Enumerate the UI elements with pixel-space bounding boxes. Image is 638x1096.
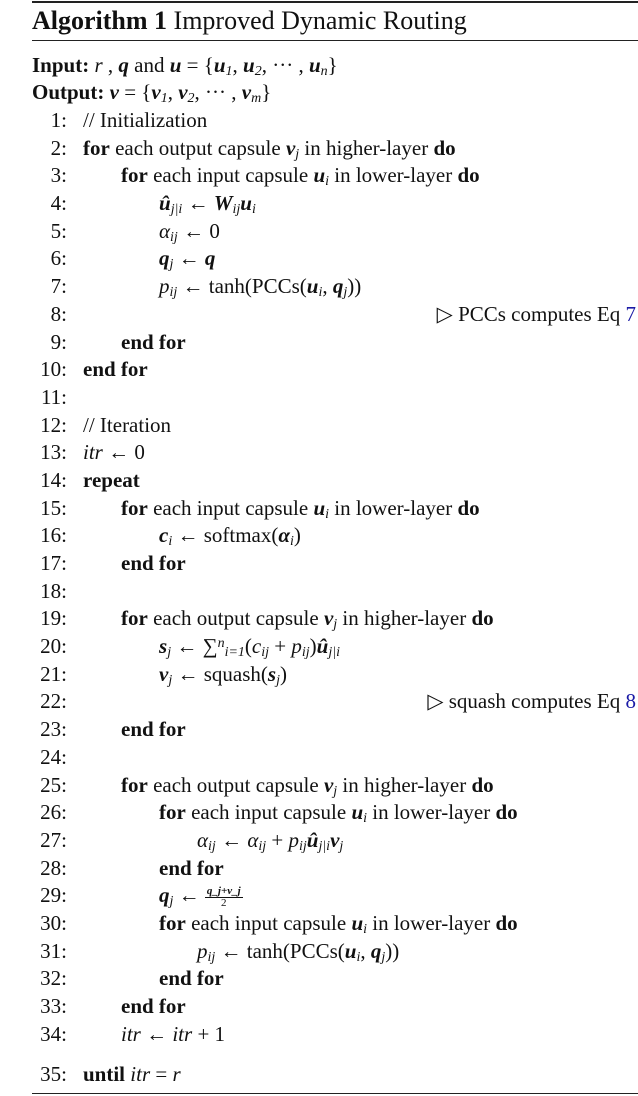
title-rule xyxy=(32,40,638,41)
line-content xyxy=(121,550,186,578)
algorithm-line xyxy=(0,855,638,883)
line-number: 1: xyxy=(50,108,67,132)
text: in higher-layer xyxy=(299,135,434,160)
line-number: 12: xyxy=(40,412,67,437)
math-symbol: c xyxy=(251,634,262,659)
subscript: j xyxy=(295,146,300,162)
text: ← xyxy=(173,246,205,271)
input-label: Input: xyxy=(32,53,90,77)
subscript: i xyxy=(290,534,294,550)
line-number: 31: xyxy=(40,938,67,963)
math-symbol: α xyxy=(159,218,171,243)
text: in higher-layer xyxy=(337,606,472,631)
line-content xyxy=(159,245,215,273)
algorithm-line xyxy=(0,688,638,716)
text: and xyxy=(128,53,170,77)
subscript: 2 xyxy=(187,91,195,106)
text: + 1 xyxy=(192,1021,226,1046)
line-number: 8: xyxy=(50,301,67,326)
line-content xyxy=(159,910,518,938)
text: ← xyxy=(215,827,248,852)
subscript: m xyxy=(251,91,262,106)
text: ( xyxy=(244,634,252,659)
subscript: j|i xyxy=(328,645,340,661)
equation-ref-link[interactable]: 7 xyxy=(625,301,636,326)
line-number: 17: xyxy=(40,551,67,575)
text: , xyxy=(322,274,333,299)
text: ← ∑ xyxy=(171,634,218,659)
algorithm-line xyxy=(0,799,638,827)
text: ← xyxy=(140,1021,173,1046)
line-content xyxy=(83,467,140,495)
subscript: j xyxy=(339,838,344,854)
line-content xyxy=(121,772,494,800)
text: each output capsule xyxy=(109,135,286,160)
math-vector: s xyxy=(267,661,277,686)
line-number: 11: xyxy=(40,384,67,409)
text: ) xyxy=(309,634,317,659)
math-symbol: itr xyxy=(172,1021,193,1046)
algorithm-line xyxy=(0,550,638,578)
math-symbol: itr xyxy=(83,440,103,465)
keyword: until xyxy=(83,1062,126,1087)
line-content xyxy=(197,827,343,855)
math-vector: W xyxy=(213,191,233,216)
keyword: for xyxy=(121,606,148,631)
subscript: i xyxy=(325,174,330,190)
math-vector: v xyxy=(109,80,119,104)
algorithm-line xyxy=(0,162,638,190)
subscript: ij xyxy=(169,285,178,301)
math-vector: u xyxy=(344,938,357,963)
line-number: 25: xyxy=(40,772,67,797)
math-vector: û xyxy=(306,827,319,852)
line-content xyxy=(159,799,518,827)
keyword: end for xyxy=(121,329,186,354)
line-content xyxy=(83,356,148,384)
subscript: ij xyxy=(258,838,267,854)
input-expression xyxy=(89,53,338,77)
line-number: 19: xyxy=(40,606,67,631)
line-number: 3: xyxy=(50,163,67,188)
keyword: do xyxy=(433,135,456,160)
subscript: i xyxy=(325,506,330,522)
line-content xyxy=(83,1061,181,1089)
math-vector: u xyxy=(313,163,326,188)
text: + xyxy=(269,634,292,659)
subscript: ij xyxy=(208,838,216,854)
algorithm-line xyxy=(0,633,638,661)
line-content xyxy=(159,661,287,689)
algorithm-line xyxy=(0,273,638,301)
line-number: 26: xyxy=(40,800,67,825)
text: = xyxy=(150,1062,173,1087)
line-content xyxy=(159,218,220,246)
math-vector: s xyxy=(159,634,168,659)
superscript: n xyxy=(217,636,225,652)
subscript: i xyxy=(356,949,361,965)
text: = { xyxy=(181,53,214,77)
math-symbol: p xyxy=(159,274,170,299)
math-vector: α xyxy=(278,523,290,548)
subscript: i=1 xyxy=(224,645,245,661)
line-number: 24: xyxy=(40,744,67,769)
line-content xyxy=(83,107,207,135)
subscript: 2 xyxy=(254,64,262,79)
text: , xyxy=(360,938,371,963)
subscript: i xyxy=(168,534,173,550)
algorithm-line xyxy=(0,716,638,744)
math-vector: u xyxy=(351,910,364,935)
algorithm-line xyxy=(0,218,638,246)
math-vector: q xyxy=(370,938,382,963)
algorithm-label: Algorithm 1 xyxy=(32,6,168,35)
keyword: for xyxy=(121,495,148,520)
math-vector: v xyxy=(151,80,161,104)
line-number: 23: xyxy=(40,717,67,742)
math-vector: u xyxy=(213,53,226,77)
math-vector: v xyxy=(285,135,296,160)
text: , xyxy=(102,53,119,77)
text: ) xyxy=(293,523,301,548)
subscript: j xyxy=(167,645,172,661)
keyword: end for xyxy=(159,855,224,880)
text: } xyxy=(327,53,338,77)
algorithm-line xyxy=(0,190,638,218)
text: )) xyxy=(385,938,400,963)
subscript: j xyxy=(168,672,173,688)
comment-text: ▷ squash computes Eq xyxy=(427,689,626,714)
algorithm-line xyxy=(0,772,638,800)
line-number: 27: xyxy=(40,827,67,852)
math-vector: û xyxy=(159,191,171,216)
subscript: j xyxy=(333,783,338,799)
output-label: Output: xyxy=(32,80,105,104)
algorithm-line xyxy=(0,827,638,855)
line-number: 29: xyxy=(40,883,67,908)
algorithm-line xyxy=(0,1021,638,1049)
math-vector: c xyxy=(159,523,169,548)
math-symbol: itr xyxy=(121,1021,141,1046)
line-number: 2: xyxy=(50,135,67,160)
line-content xyxy=(121,329,186,357)
subscript: i xyxy=(251,202,256,218)
math-vector: v xyxy=(178,80,188,104)
line-number: 10: xyxy=(40,357,67,382)
keyword: for xyxy=(159,800,186,825)
keyword: for xyxy=(159,910,186,935)
math-symbol: p xyxy=(197,938,208,963)
line-content xyxy=(121,993,186,1021)
text: ← 0 xyxy=(177,218,220,243)
text: ← 0 xyxy=(102,440,145,465)
subscript: ij xyxy=(301,645,310,661)
text: ← xyxy=(182,191,214,216)
line-content xyxy=(159,882,243,910)
fraction-numerator: q_j+v_j xyxy=(206,884,241,897)
algorithm-line xyxy=(0,1061,638,1089)
text: , xyxy=(232,53,244,77)
math-symbol: α xyxy=(197,827,209,852)
text: ← squash( xyxy=(172,661,268,686)
math-vector: v xyxy=(159,661,169,686)
subscript: j xyxy=(333,617,338,633)
text: + xyxy=(266,827,289,852)
line-content xyxy=(83,439,145,467)
algorithm-line xyxy=(0,578,638,606)
math-vector: u xyxy=(351,800,364,825)
subscript: j xyxy=(169,257,174,273)
keyword: do xyxy=(457,163,480,188)
text: in higher-layer xyxy=(337,772,472,797)
math-vector: u xyxy=(240,191,252,216)
math-symbol: α xyxy=(247,827,259,852)
math-vector: q xyxy=(332,274,344,299)
line-number: 35: xyxy=(40,1062,67,1087)
math-vector: u xyxy=(169,53,182,77)
fraction-denominator: 2 xyxy=(221,896,227,909)
comment-text: ▷ PCCs computes Eq xyxy=(436,301,626,326)
math-symbol: r xyxy=(94,53,103,77)
line-content xyxy=(121,716,186,744)
line-number: 21: xyxy=(40,661,67,686)
line-content xyxy=(159,633,340,661)
text: ← softmax( xyxy=(172,523,279,548)
line-number: 5: xyxy=(50,218,67,243)
algorithm-line xyxy=(0,965,638,993)
line-content xyxy=(121,495,480,523)
algorithm-name: Improved Dynamic Routing xyxy=(173,6,467,35)
algorithm-line xyxy=(0,301,638,329)
math-vector: u xyxy=(243,53,255,77)
equation-ref-link[interactable]: 8 xyxy=(625,689,636,714)
line-content xyxy=(83,135,456,163)
math-vector: û xyxy=(316,634,329,659)
top-rule xyxy=(32,1,638,3)
math-symbol: itr xyxy=(130,1062,151,1087)
keyword: do xyxy=(471,772,494,797)
bottom-rule xyxy=(32,1093,638,1094)
algorithm-line xyxy=(0,495,638,523)
subscript: n xyxy=(320,64,328,79)
keyword: end for xyxy=(121,994,186,1018)
text: in lower-layer xyxy=(367,800,496,825)
algorithm-line xyxy=(0,107,638,135)
text: , xyxy=(167,80,179,104)
text: each input capsule xyxy=(185,800,352,825)
keyword: do xyxy=(495,800,518,825)
subscript: 1 xyxy=(160,91,168,106)
line-number: 22: xyxy=(40,689,67,714)
line-content xyxy=(121,605,494,633)
algorithm-title xyxy=(32,4,467,38)
algorithm-lines xyxy=(0,107,638,1089)
math-vector: v xyxy=(330,827,340,852)
line-content xyxy=(159,855,224,883)
algorithm-line xyxy=(0,744,638,772)
algorithm-line xyxy=(0,605,638,633)
line-number: 16: xyxy=(40,523,67,548)
algorithm-line xyxy=(0,882,638,910)
line-content xyxy=(159,522,301,550)
text: each output capsule xyxy=(147,606,324,631)
math-symbol: p xyxy=(288,827,299,852)
line-number: 34: xyxy=(40,1021,67,1046)
text: // Initialization xyxy=(83,108,208,132)
text: ← tanh(PCCs( xyxy=(177,274,307,299)
text: = { xyxy=(118,80,152,104)
text: , ··· , xyxy=(261,53,309,77)
subscript: i xyxy=(363,811,368,827)
subscript: ij xyxy=(298,838,307,854)
keyword: repeat xyxy=(83,467,140,492)
text: each input capsule xyxy=(147,163,314,188)
text: // Iteration xyxy=(83,412,172,437)
math-vector: q xyxy=(118,53,129,77)
line-number: 9: xyxy=(50,329,67,354)
text: in lower-layer xyxy=(329,163,458,188)
line-number: 30: xyxy=(40,910,67,935)
subscript: ij xyxy=(232,202,241,218)
line-number: 4: xyxy=(50,191,67,216)
keyword: for xyxy=(121,772,148,797)
text: ← xyxy=(173,883,205,908)
math-vector: v xyxy=(323,606,334,631)
subscript: ij xyxy=(261,645,270,661)
algorithm-line xyxy=(0,356,638,384)
text: } xyxy=(261,80,272,104)
line-content xyxy=(159,190,256,218)
line-number: 6: xyxy=(50,246,67,271)
subscript: ij xyxy=(207,949,216,965)
math-vector: v xyxy=(241,80,252,104)
subscript: i xyxy=(318,285,323,301)
algorithm-line xyxy=(0,245,638,273)
subscript: j xyxy=(276,672,280,688)
algorithm-line xyxy=(0,910,638,938)
keyword: do xyxy=(471,606,494,631)
math-vector: q xyxy=(159,246,170,271)
line-content xyxy=(159,965,224,993)
subscript: j|i xyxy=(318,838,331,854)
subscript: j xyxy=(343,285,348,301)
algorithm-line xyxy=(0,938,638,966)
input-spec xyxy=(32,52,338,79)
algorithm-line xyxy=(0,135,638,163)
algorithm-line xyxy=(0,661,638,689)
line-number: 33: xyxy=(40,994,67,1018)
text: in lower-layer xyxy=(329,495,458,520)
keyword: end for xyxy=(121,551,186,575)
math-vector: u xyxy=(313,495,326,520)
subscript: i xyxy=(363,921,368,937)
subscript: j xyxy=(169,894,174,910)
math-vector: u xyxy=(308,53,321,77)
subscript: ij xyxy=(170,229,178,245)
text: ) xyxy=(279,661,287,686)
line-content xyxy=(83,412,171,440)
keyword: for xyxy=(83,135,110,160)
text: ← tanh(PCCs( xyxy=(215,938,345,963)
algorithm-line xyxy=(0,439,638,467)
keyword: do xyxy=(457,495,480,520)
output-expression xyxy=(104,80,271,104)
math-symbol: r xyxy=(172,1062,181,1087)
math-symbol: p xyxy=(291,634,302,659)
keyword: end for xyxy=(83,357,148,382)
line-number: 18: xyxy=(40,578,67,603)
text: each input capsule xyxy=(185,910,352,935)
text: each input capsule xyxy=(147,495,314,520)
line-content xyxy=(121,162,480,190)
line-comment xyxy=(427,688,636,716)
line-number: 7: xyxy=(50,274,67,299)
algorithm-line xyxy=(0,412,638,440)
keyword: for xyxy=(121,163,148,188)
line-number: 32: xyxy=(40,966,67,991)
keyword: do xyxy=(495,910,518,935)
text: )) xyxy=(347,274,362,299)
algorithm-line xyxy=(0,993,638,1021)
subscript: j|i xyxy=(170,202,183,218)
keyword: end for xyxy=(159,966,224,991)
text: in lower-layer xyxy=(367,910,496,935)
line-comment xyxy=(437,301,636,329)
algorithm-line xyxy=(0,329,638,357)
subscript: 1 xyxy=(225,64,233,79)
line-number: 28: xyxy=(40,855,67,880)
output-spec xyxy=(32,79,271,106)
math-vector: u xyxy=(306,274,319,299)
line-number: 15: xyxy=(40,495,67,520)
algorithm-line xyxy=(0,384,638,412)
math-vector: v xyxy=(323,772,334,797)
keyword: end for xyxy=(121,717,186,742)
subscript: j xyxy=(381,949,386,965)
line-number: 13: xyxy=(40,440,67,465)
line-number: 20: xyxy=(40,634,67,659)
algorithm-line xyxy=(0,522,638,550)
math-vector: q xyxy=(159,883,170,908)
text: , ··· , xyxy=(194,80,242,104)
line-content xyxy=(197,938,399,966)
line-content xyxy=(159,273,361,301)
algorithm-line xyxy=(0,467,638,495)
fraction xyxy=(205,886,243,909)
text: each output capsule xyxy=(147,772,324,797)
line-content xyxy=(121,1021,225,1049)
math-vector: q xyxy=(204,246,216,271)
line-number: 14: xyxy=(40,467,67,492)
